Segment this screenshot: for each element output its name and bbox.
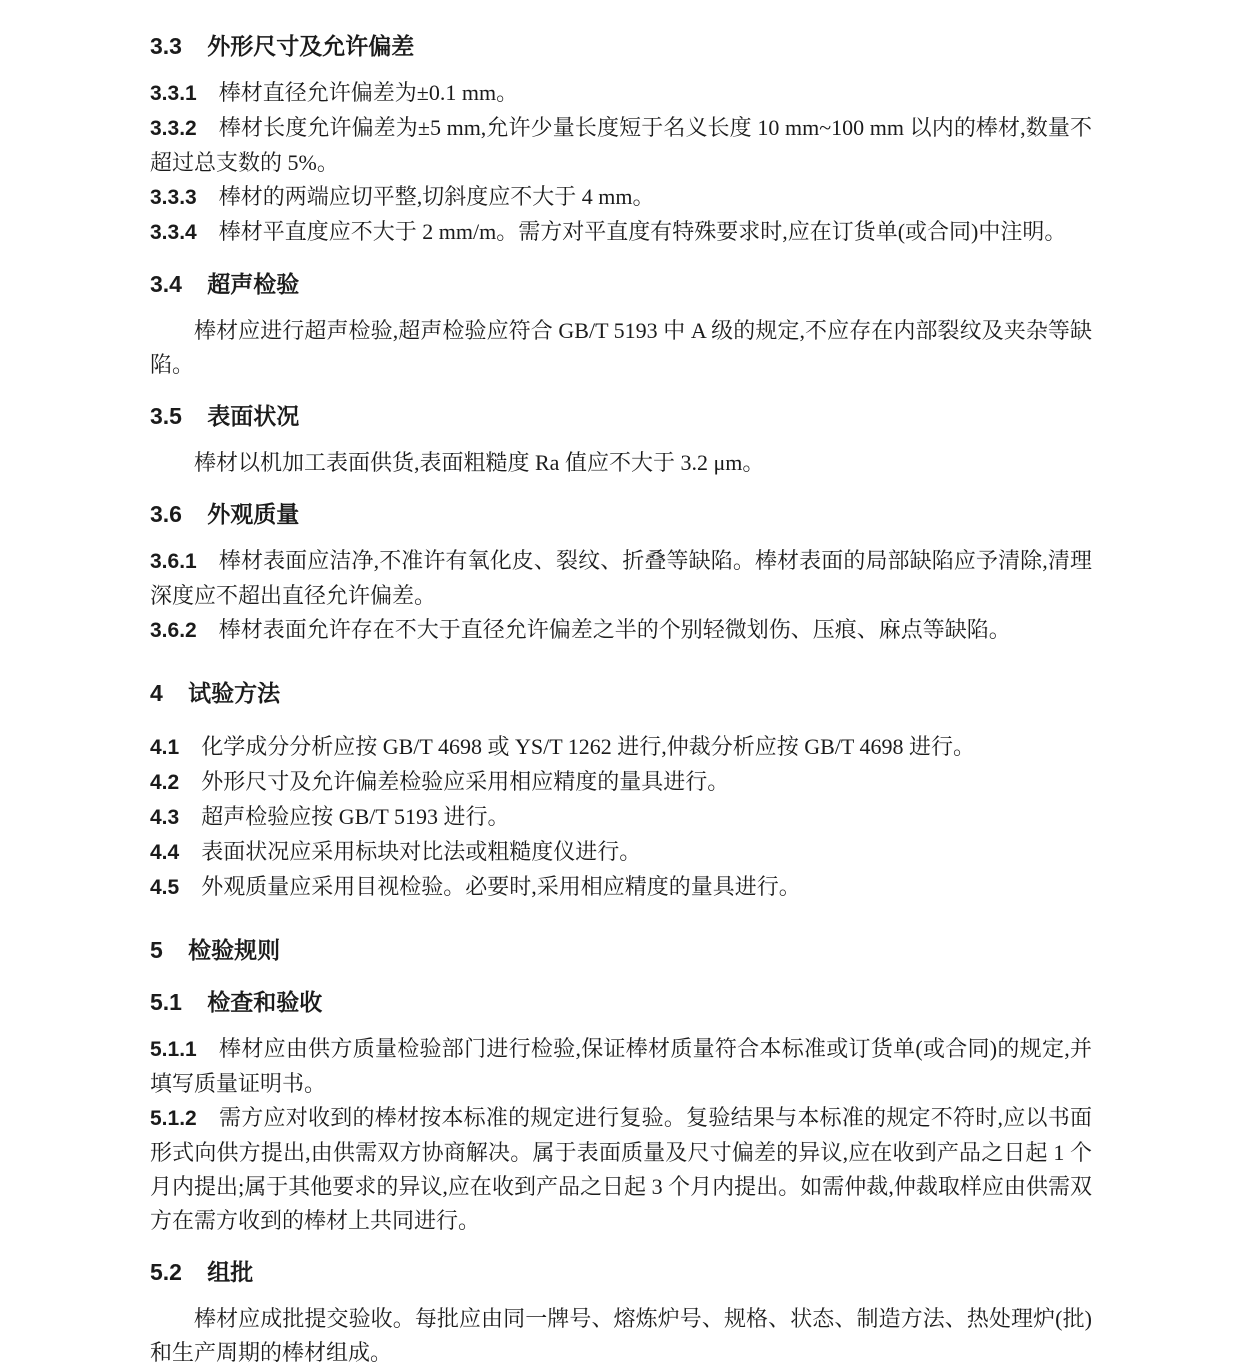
clause-3-6-1-number: 3.6.1 <box>150 550 197 573</box>
clause-4-2-text: 外形尺寸及允许偏差检验应采用相应精度的量具进行。 <box>201 769 730 794</box>
heading-3-4-number: 3.4 <box>150 271 182 297</box>
heading-3-3 <box>150 31 1092 61</box>
clause-4-1-text: 化学成分分析应按 GB/T 4698 或 YS/T 1262 进行,仲裁分析应按 GB/T 4698 进行。 <box>201 734 975 759</box>
heading-3-5-number: 3.5 <box>150 403 182 429</box>
heading-3-6-title: 外观质量 <box>207 501 300 527</box>
clause-4-3-number: 4.3 <box>150 806 180 829</box>
paragraph-3-5: 棒材以机加工表面供货,表面粗糙度 Ra 值应不大于 3.2 μm。 <box>194 450 765 475</box>
clause-3-3-4-number: 3.3.4 <box>150 221 197 244</box>
clause-3-3-3 <box>150 180 1092 215</box>
clause-3-3-4 <box>150 215 1092 250</box>
heading-5-2 <box>150 1257 1092 1287</box>
heading-5-2-number: 5.2 <box>150 1259 182 1285</box>
clause-4-3-text: 超声检验应按 GB/T 5193 进行。 <box>201 804 510 829</box>
clause-3-6-2-text: 棒材表面允许存在不大于直径允许偏差之半的个别轻微划伤、压痕、麻点等缺陷。 <box>218 617 1011 642</box>
clause-4-1 <box>150 730 1092 765</box>
clause-3-3-1 <box>150 76 1092 111</box>
clause-5-1-2-text: 需方应对收到的棒材按本标准的规定进行复验。复验结果与本标准的规定不符时,应以书面形式向供方提出,由供需双方协商解决。属于表面质量及尺寸偏差的异议,应在收到产品之日起 1 个月内提出;属于其他要求的异议,应在收到产品之日起 3 个月内提出。如需仲裁,仲裁取样应由供需双方在需方收到的棒材上共同进行。 <box>150 1105 1092 1233</box>
clause-4-2 <box>150 765 1092 800</box>
heading-3-3-title: 外形尺寸及允许偏差 <box>207 33 415 59</box>
heading-3-4 <box>150 269 1092 299</box>
clause-3-6-2-number: 3.6.2 <box>150 619 197 642</box>
clause-4-5 <box>150 870 1092 905</box>
heading-3-6-number: 3.6 <box>150 501 182 527</box>
heading-5-1-title: 检查和验收 <box>207 989 323 1015</box>
clause-4-3 <box>150 800 1092 835</box>
clause-4-4 <box>150 835 1092 870</box>
clause-4-4-number: 4.4 <box>150 841 180 864</box>
heading-chapter-5-title: 检验规则 <box>188 937 281 963</box>
clause-3-3-2-text: 棒材长度允许偏差为±5 mm,允许少量长度短于名义长度 10 mm~100 mm 以内的棒材,数量不超过总支数的 5%。 <box>150 115 1092 175</box>
heading-5-2-title: 组批 <box>207 1259 254 1285</box>
heading-3-6 <box>150 499 1092 529</box>
clause-3-6-1 <box>150 544 1092 613</box>
clause-4-4-text: 表面状况应采用标块对比法或粗糙度仪进行。 <box>201 839 642 864</box>
clause-5-1-2 <box>150 1101 1092 1238</box>
heading-3-5-title: 表面状况 <box>207 403 300 429</box>
heading-chapter-4-title: 试验方法 <box>188 680 281 706</box>
heading-3-4-title: 超声检验 <box>207 271 300 297</box>
clause-3-3-2-number: 3.3.2 <box>150 117 197 140</box>
heading-chapter-4 <box>150 678 1092 708</box>
clause-3-6-2 <box>150 613 1092 648</box>
clause-3-3-2 <box>150 111 1092 180</box>
clause-5-1-1-text: 棒材应由供方质量检验部门进行检验,保证棒材质量符合本标准或订货单(或合同)的规定,并填写质量证明书。 <box>150 1036 1092 1096</box>
clause-4-2-number: 4.2 <box>150 771 180 794</box>
clause-4-1-number: 4.1 <box>150 736 180 759</box>
paragraph-5-2: 棒材应成批提交验收。每批应由同一牌号、熔炼炉号、规格、状态、制造方法、热处理炉(批)和生产周期的棒材组成。 <box>150 1306 1092 1365</box>
heading-chapter-5 <box>150 935 1092 965</box>
clause-3-3-3-number: 3.3.3 <box>150 186 197 209</box>
heading-3-5 <box>150 401 1092 431</box>
clause-5-1-2-number: 5.1.2 <box>150 1107 197 1130</box>
clause-5-1-1-number: 5.1.1 <box>150 1038 197 1061</box>
heading-chapter-5-number: 5 <box>150 937 163 963</box>
clause-3-3-1-text: 棒材直径允许偏差为±0.1 mm。 <box>218 80 519 105</box>
clause-3-6-1-text: 棒材表面应洁净,不准许有氧化皮、裂纹、折叠等缺陷。棒材表面的局部缺陷应予清除,清理深度应不超出直径允许偏差。 <box>150 548 1092 608</box>
clause-3-3-3-text: 棒材的两端应切平整,切斜度应不大于 4 mm。 <box>218 184 655 209</box>
clause-4-5-number: 4.5 <box>150 876 180 899</box>
heading-3-3-number: 3.3 <box>150 33 182 59</box>
clause-3-3-4-text: 棒材平直度应不大于 2 mm/m。需方对平直度有特殊要求时,应在订货单(或合同)中注明。 <box>218 219 1067 244</box>
clause-5-1-1 <box>150 1032 1092 1101</box>
heading-chapter-4-number: 4 <box>150 680 163 706</box>
paragraph-3-4: 棒材应进行超声检验,超声检验应符合 GB/T 5193 中 A 级的规定,不应存在内部裂纹及夹杂等缺陷。 <box>150 318 1092 377</box>
clause-4-5-text: 外观质量应采用目视检验。必要时,采用相应精度的量具进行。 <box>201 874 801 899</box>
heading-5-1 <box>150 987 1092 1017</box>
clause-3-3-1-number: 3.3.1 <box>150 82 197 105</box>
heading-5-1-number: 5.1 <box>150 989 182 1015</box>
